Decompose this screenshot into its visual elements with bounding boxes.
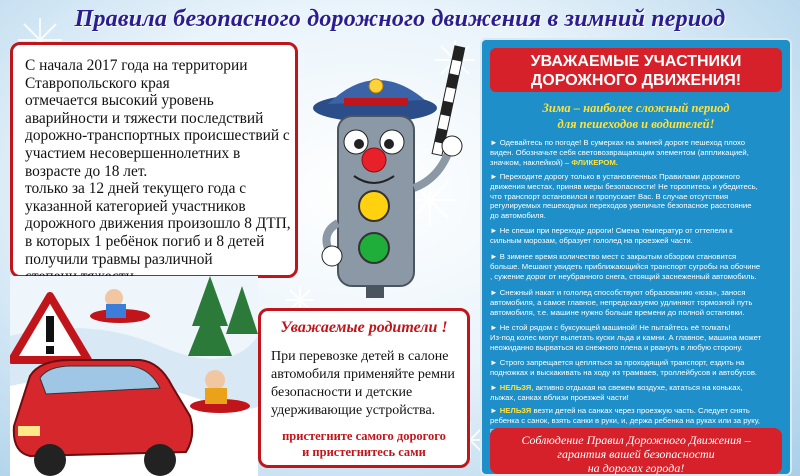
safety-tip bbox=[490, 383, 786, 403]
tip-line: ► В зимнее время количество мест с закрытым обзором становится bbox=[490, 252, 737, 261]
parents-call-line: пристегните самого дорогого bbox=[282, 429, 446, 443]
road-users-heading bbox=[490, 48, 782, 92]
traffic-light-mascot-illustration bbox=[300, 38, 475, 298]
statistics-line: только за 12 дней текущего года с bbox=[25, 180, 247, 198]
page-title: Правила безопасного дорожного движения в зимний период bbox=[74, 6, 726, 32]
bullet: ► bbox=[490, 406, 500, 415]
parents-box bbox=[258, 308, 470, 468]
statistics-line: участием несовершеннолетних в bbox=[25, 144, 241, 162]
tip-line: везти детей на санках через проезжую часть. Следует снять bbox=[531, 406, 750, 415]
tip-line: ► Не спеши при переходе дороги! Смена температур от оттепели к bbox=[490, 226, 733, 235]
safety-tip bbox=[490, 252, 786, 281]
tip-line: больше. Мешают увидеть приближающийся транспорт сугробы на обочине bbox=[490, 261, 761, 271]
footer-line: гарантия вашей безопасности bbox=[557, 447, 715, 461]
footer-line: на дорогах города! bbox=[587, 461, 685, 475]
tip-line: до автомобиля. bbox=[490, 211, 546, 221]
tip-line: ► Не стой рядом с буксующей машиной! Не пытайтесь её толкать! bbox=[490, 323, 731, 332]
tip-line: Из-под колес могут вылетать куски льда и камни. А главное, машина может bbox=[490, 332, 762, 342]
tip-line: виден. Обозначьте себя световозвращающим элементом (аппликацией, bbox=[490, 147, 749, 157]
safety-tip bbox=[490, 226, 786, 246]
tip-line: автомобиля, а самое главное, непредсказуемо удлиняют тормозной путь bbox=[490, 297, 753, 307]
parents-text-line: безопасности и детские bbox=[271, 385, 413, 400]
tip-line: ► Строго запрещается цепляться за проходящий транспорт, ездить на bbox=[490, 358, 745, 367]
safety-tip bbox=[490, 358, 786, 378]
safety-tip bbox=[490, 323, 786, 352]
safety-tip bbox=[490, 172, 786, 221]
tip-line: неожиданно вырваться из снежного плена и рвануть в любую сторону. bbox=[490, 342, 743, 352]
tip-line: ► Снежный накат и гололед способствуют образованию «юза», занося bbox=[490, 288, 746, 297]
statistics-line: отмечается высокий уровень bbox=[25, 92, 214, 110]
tip-line: ► Одевайтесь по погоде! В сумерках на зимней дороге пешеход плохо bbox=[490, 138, 746, 147]
tip-line: что транспорт остановился и пропускает Вас. В случае отсутствия bbox=[490, 191, 729, 201]
statistics-line: дорожно-транспортных происшествий с bbox=[25, 127, 290, 145]
winter-sledding-kids-illustration bbox=[10, 276, 258, 476]
prohibition-highlight: НЕЛЬЗЯ bbox=[499, 406, 532, 415]
statistics-line: в которых 1 ребёнок погиб и 8 детей bbox=[25, 232, 265, 250]
subheading-line: для пешеходов и водителей! bbox=[557, 117, 715, 131]
flicker-highlight: ФЛИКЕРОМ. bbox=[571, 157, 618, 167]
statistics-line: Ставропольского края bbox=[25, 74, 170, 92]
tip-line: движения местах, приняв меры безопасности! Не торопитесь и убедитесь, bbox=[490, 181, 758, 191]
subheading-line: Зима – наиболее сложный период bbox=[542, 101, 730, 115]
tip-line: подножках и выскакивать на ходу из трамваев, троллейбусов и автобусов. bbox=[490, 367, 758, 377]
tip-line: , сужение дорог от неубранного снега, стоящий заснеженный автомобиль. bbox=[490, 271, 757, 281]
tip-line: , активно отдыхая на свежем воздухе, кататься на коньках, bbox=[531, 383, 743, 392]
parents-text-line: удерживающие устройства. bbox=[271, 403, 436, 418]
road-users-heading-line: ДОРОЖНОГО ДВИЖЕНИЯ! bbox=[530, 72, 742, 89]
statistics-line: указанной категорией участников bbox=[25, 197, 246, 215]
footer-line: Соблюдение Правил Дорожного Движения – bbox=[521, 433, 751, 447]
statistics-line: возрасте до 18 лет. bbox=[25, 162, 148, 180]
tip-line: ребенка с санок, взять санки в руки, и, держа ребенка на руках или за руку, bbox=[490, 415, 760, 425]
safety-tip bbox=[490, 138, 786, 167]
road-users-footer bbox=[490, 428, 782, 474]
road-users-subheading bbox=[482, 100, 790, 132]
tip-line: автомобиля, т.е. машине нужно больше времени до полной остановки. bbox=[490, 307, 745, 317]
tip-line: регулируемых пешеходных переходов увеличьте безопасное расстояние bbox=[490, 201, 752, 211]
statistics-line: С начала 2017 года на территории bbox=[25, 57, 248, 74]
prohibition-highlight: НЕЛЬЗЯ bbox=[499, 383, 532, 392]
statistics-line: получили травмы различной bbox=[25, 250, 213, 268]
statistics-line: аварийности и тяжести последствий bbox=[25, 109, 264, 127]
statistics-line: дорожного движения произошло 8 ДТП, bbox=[25, 215, 291, 233]
parents-call-line: и пристегнитесь сами bbox=[302, 445, 426, 459]
tip-line: лыжах, санках вблизи проезжей части! bbox=[490, 392, 629, 402]
road-users-heading-line: УВАЖАЕМЫЕ УЧАСТНИКИ bbox=[530, 53, 742, 70]
tip-line: сильным морозам, образует гололед на проезжей части. bbox=[490, 235, 693, 245]
statistics-box bbox=[10, 42, 298, 278]
bullet: ► bbox=[490, 383, 500, 392]
tip-line: значком, наклейкой) – bbox=[490, 157, 572, 167]
parents-heading: Уважаемые родители ! bbox=[280, 319, 448, 336]
parents-text-line: автомобиля применяйте ремни bbox=[271, 367, 455, 382]
road-users-panel bbox=[480, 38, 792, 476]
safety-tip bbox=[490, 288, 786, 317]
parents-text-line: При перевозке детей в салоне bbox=[271, 349, 449, 364]
tip-line: ► Переходите дорогу только в установленных Правилами дорожного bbox=[490, 172, 740, 181]
